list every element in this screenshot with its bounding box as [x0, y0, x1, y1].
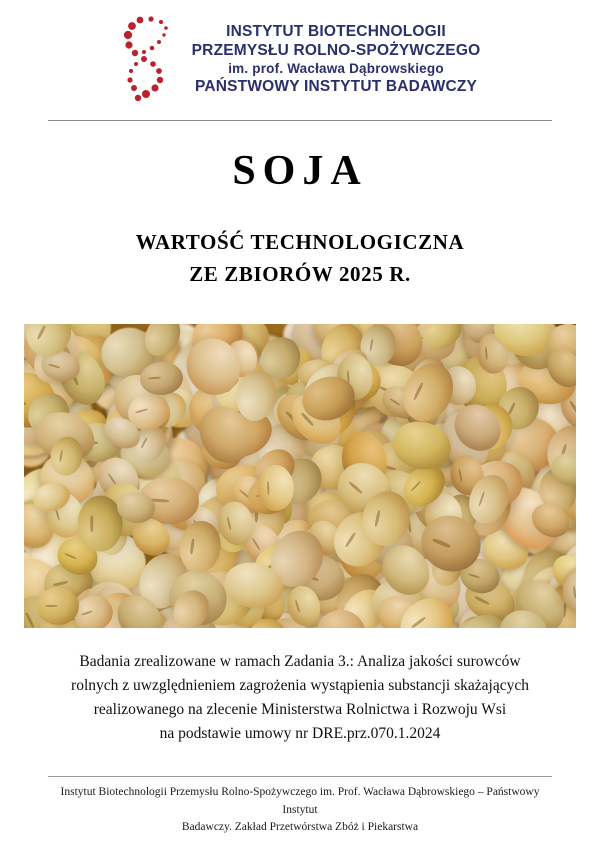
institute-line-4: PAŃSTWOWY INSTYTUT BADAWCZY: [194, 77, 478, 95]
header-divider: [48, 120, 552, 121]
page-subtitle: [0, 227, 600, 290]
project-caption: [38, 650, 562, 746]
subtitle-line-1: WARTOŚĆ TECHNOLOGICZNA: [135, 230, 465, 254]
footer-line-2: Badawczy. Zakład Przetwórstwa Zbóż i Piekarstwa: [181, 820, 419, 833]
institute-line-1: INSTYTUT BIOTECHNOLOGII: [226, 23, 446, 41]
page-title: SOJA: [232, 148, 368, 194]
document-footer: [0, 776, 600, 836]
institute-name: [192, 23, 481, 96]
caption-line-4: na podstawie umowy nr DRE.prz.070.1.2024: [159, 725, 441, 743]
document-header: [0, 0, 600, 112]
subtitle-line-2: ZE ZBIORÓW 2025 R.: [189, 261, 411, 286]
footer-text: [46, 784, 554, 836]
caption-line-3: realizowanego na zlecenie Ministerstwa Rolnictwa i Rozwoju Wsi: [93, 701, 507, 719]
caption-line-2: rolnych z uwzględnieniem zagrożenia wystąpienia substancji skażających: [71, 677, 529, 695]
soybean-photo: [24, 324, 576, 628]
institute-line-2: PRZEMYSŁU ROLNO-SPOŻYWCZEGO: [191, 42, 481, 60]
footer-line-1: Instytut Biotechnologii Przemysłu Rolno-Spożywczego im. Prof. Wacława Dąbrowskiego – Państwowy Instytut: [60, 786, 540, 816]
soybean-photo-canvas: [24, 324, 576, 628]
footer-divider: [48, 776, 552, 777]
institute-line-3: im. prof. Wacława Dąbrowskiego: [228, 61, 444, 77]
dna-helix-dots-logo-icon: [120, 14, 182, 106]
caption-line-1: Badania zrealizowane w ramach Zadania 3.: Analiza jakości surowców: [79, 653, 521, 670]
